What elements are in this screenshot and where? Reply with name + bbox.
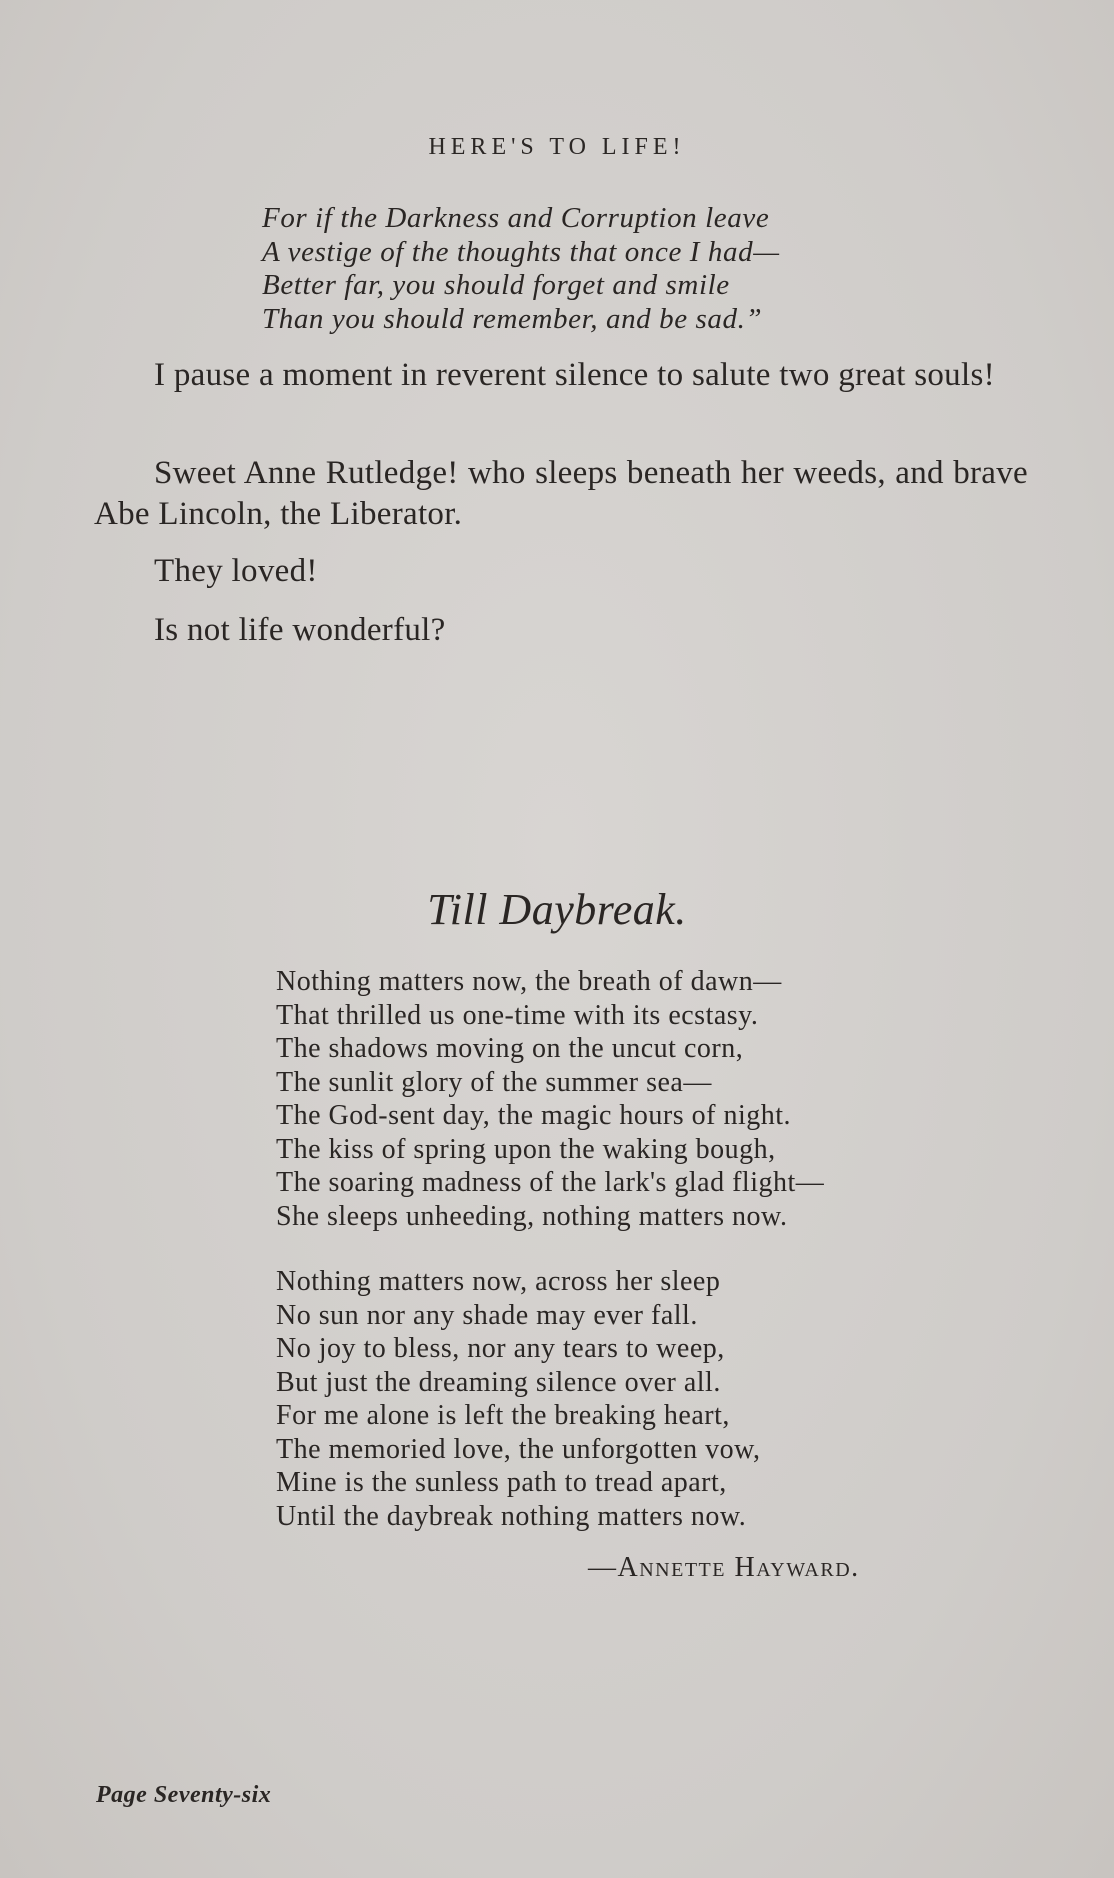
poem-line: The memoried love, the unforgotten vow, (276, 1433, 761, 1465)
poem-attribution: —Annette Hayward. (588, 1552, 860, 1583)
epigraph-line: Than you should remember, and be sad.” (262, 302, 763, 335)
poem-line: Nothing matters now, across her sleep (276, 1266, 721, 1297)
epigraph-verse (262, 202, 780, 336)
running-head: HERE'S TO LIFE! (428, 134, 686, 160)
poem-line: Mine is the sunless path to tread apart, (276, 1467, 727, 1498)
poem-line: The sunlit glory of the summer sea— (276, 1066, 712, 1098)
poem-stanza-1 (276, 965, 824, 1233)
poem-line: But just the dreaming silence over all. (276, 1366, 721, 1398)
poem-line: The soaring madness of the lark's glad flight— (276, 1167, 825, 1198)
poem-line: She sleeps unheeding, nothing matters now. (276, 1200, 788, 1232)
poem-line: No joy to bless, nor any tears to weep, (276, 1333, 725, 1364)
paragraph-they-loved: They loved! (154, 553, 318, 589)
paragraph-life-wonderful: Is not life wonderful? (154, 612, 446, 648)
epigraph-line: Better far, you should forget and smile (262, 269, 730, 301)
poem-line: Until the daybreak nothing matters now. (276, 1500, 747, 1532)
epigraph-line: For if the Darkness and Corruption leave (262, 202, 770, 234)
paragraph-salute: I pause a moment in reverent silence to salute two great souls! (154, 357, 995, 393)
poem-line: No sun nor any shade may ever fall. (276, 1299, 698, 1331)
epigraph-line: A vestige of the thoughts that once I had— (262, 235, 780, 268)
poem-line: For me alone is left the breaking heart, (276, 1400, 730, 1431)
poem-line: That thrilled us one-time with its ecstasy. (276, 999, 759, 1031)
page-number: Page Seventy-six (96, 1782, 272, 1808)
poem-line: The God-sent day, the magic hours of night. (276, 1100, 792, 1131)
poem-line: The shadows moving on the uncut corn, (276, 1033, 744, 1064)
paragraph-rutledge-lincoln: Sweet Anne Rutledge! who sleeps beneath her weeds, and brave Abe Lincoln, the Liberator. (94, 455, 1028, 532)
poem-stanza-2 (276, 1265, 761, 1533)
poem-line: The kiss of spring upon the waking bough, (276, 1133, 776, 1165)
poem-title: Till Daybreak. (427, 885, 687, 934)
poem-line: Nothing matters now, the breath of dawn— (276, 966, 782, 997)
